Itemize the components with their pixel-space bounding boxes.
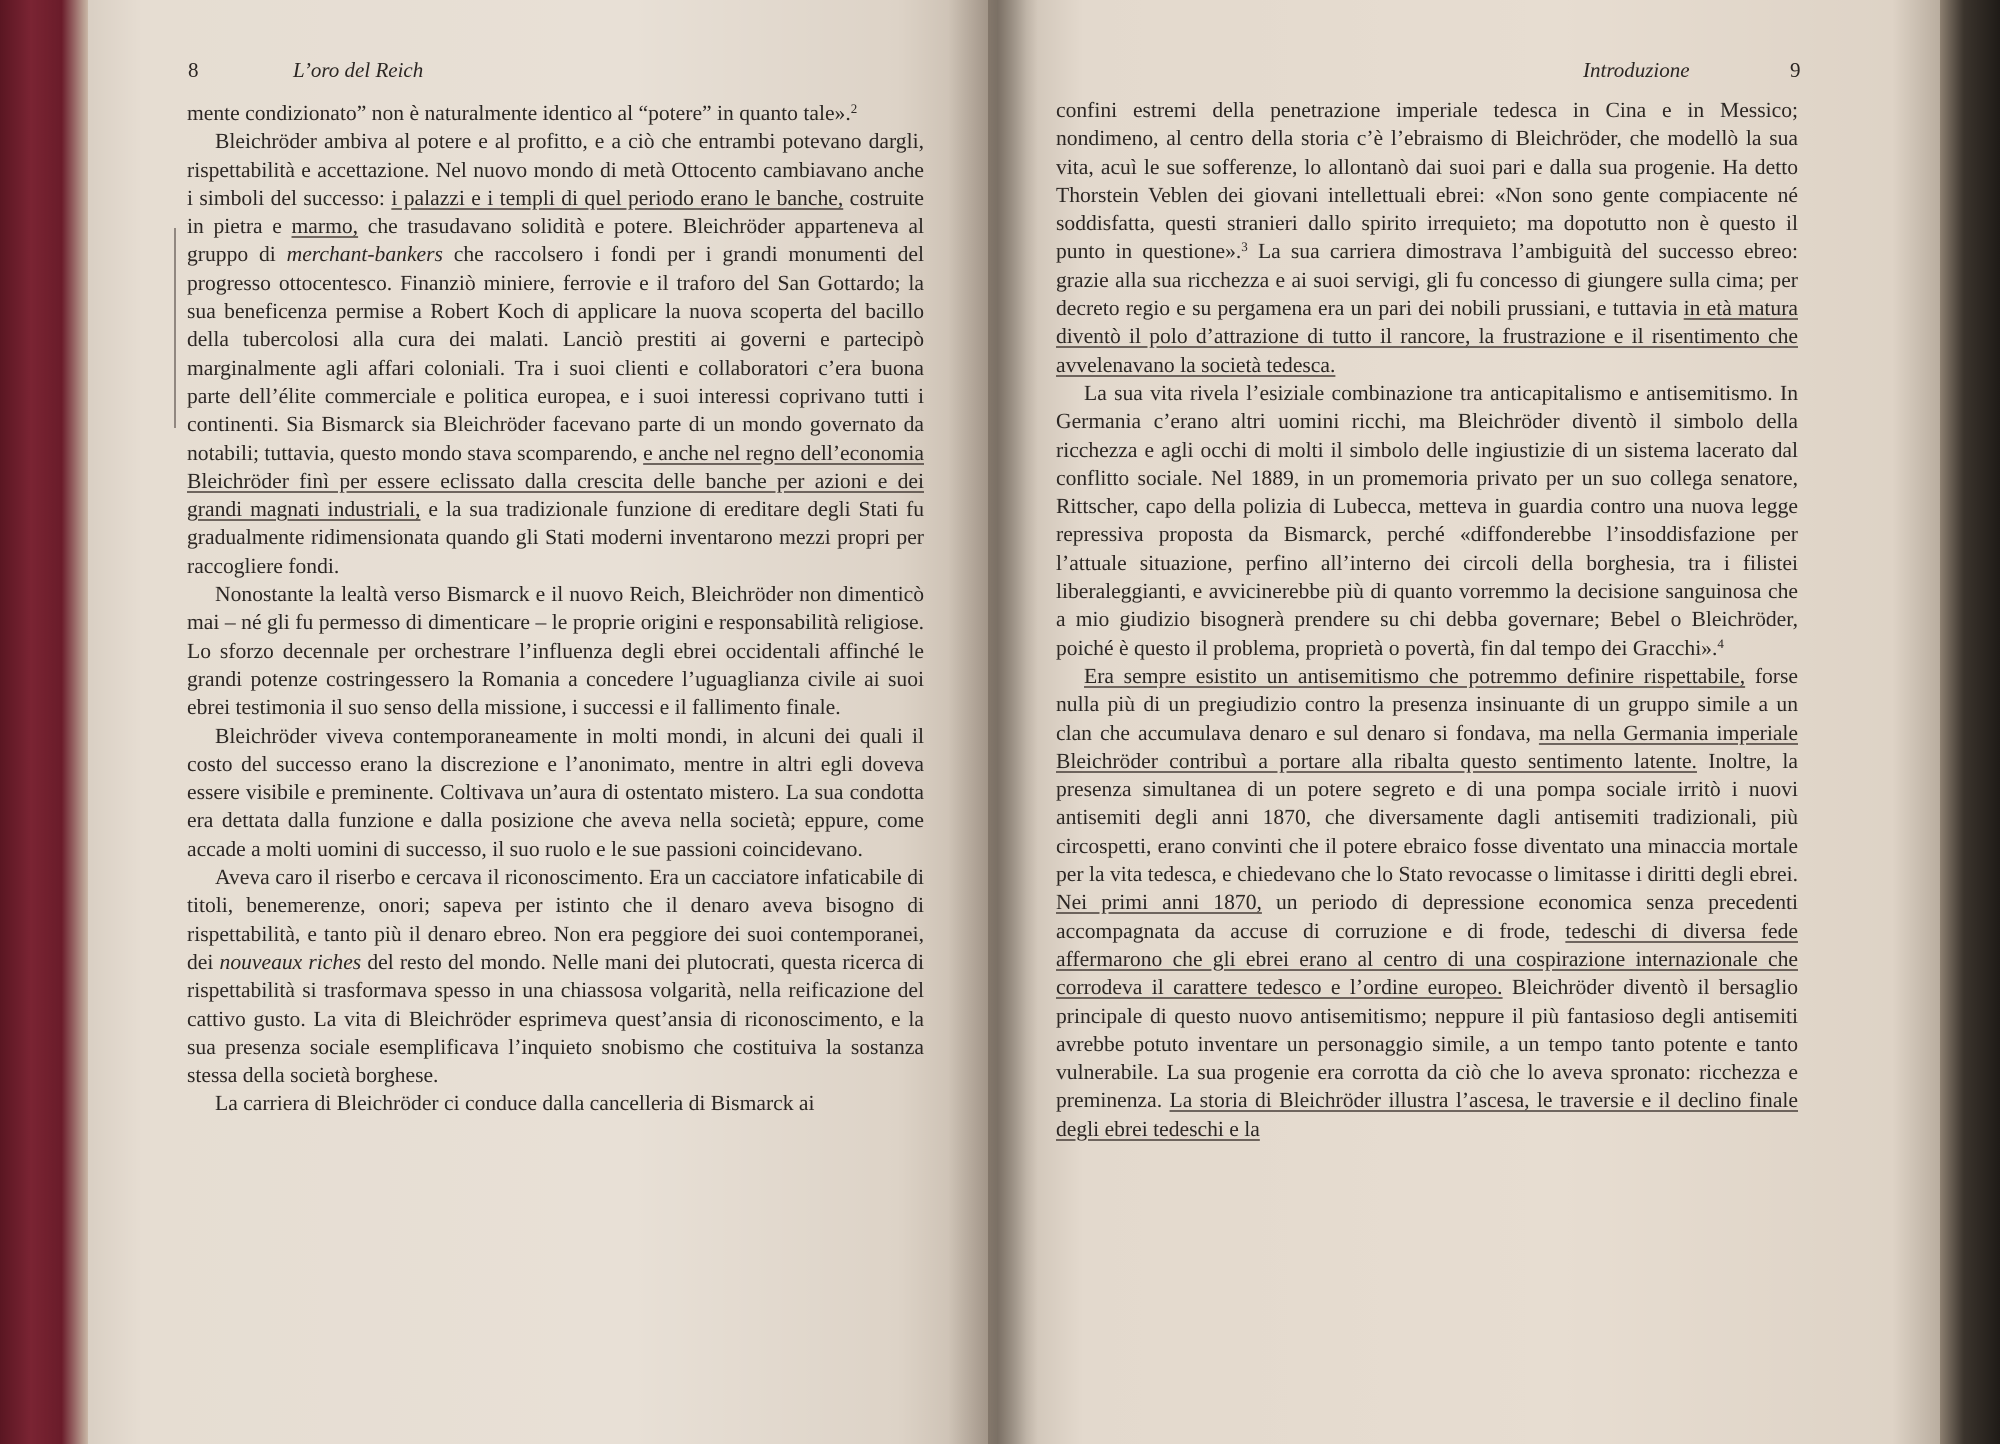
running-title: L’oro del Reich [293, 58, 424, 82]
text-run: Bleichröder ambiva al potere e al profitto, e a ciò che entrambi potevano dargli, rispettabilità e accettazione. Nel nuovo mondo di metà Ottocento cambiavano anche i simboli del successo: [187, 129, 924, 210]
page-number: 8 [188, 58, 199, 82]
text-run: e la sua tradizionale funzione di ereditare degli Stati fu gradualmente ridimensionata quando gli Stati moderni inventarono mezzi propri per raccogliere fondi. [187, 497, 924, 578]
left-page [88, 0, 988, 1444]
paragraph [187, 127, 924, 580]
left-page-body [187, 99, 924, 1118]
underlined-passage: i palazzi e i templi di quel periodo erano le banche, [391, 185, 844, 210]
underlined-passage: Nei primi anni 1870, [1056, 890, 1262, 915]
text-run: Bleichröder viveva contemporaneamente in molti mondi, in alcuni dei quali il costo del successo erano la discrezione e l’anonimato, mentre in altri egli doveva essere visibile e preminente. Coltivava un’aura di ostentato mistero. La sua condotta era dettata dalla funzione e dalla posizione che aveva nella società; eppure, come accade a molti uomini di successo, il suo ruolo e le sue passioni coincidevano. [187, 723, 924, 861]
text-run: La sua vita rivela l’esiziale combinazione tra anticapitalismo e antisemitismo. In Germania c’erano altri uomini ricchi, ma Bleichröder diventò il simbolo della ricchezza e agli occhi di molti il simbolo delle ingiustizie di un sistema lacerato dal conflitto sociale. Nel 1889, in un promemoria privato per un suo collega senatore, Rittscher, capo della polizia di Lubecca, metteva in guardia contro una nuova legge repressiva proposta da Bismarck, perché «diffonderebbe l’insoddisfazione per l’attuale situazione, perfino all’interno dei circoli della borghesia, tra i filistei liberaleggianti, e avvicinerebbe più di quanto vorremmo la decisione sanguinosa che a mio giudizio bisognerà prendere su chi debba governare; Bebel o Bleichröder, poiché è questo il problema, proprietà o povertà, fin dal tempo dei Gracchi». [1056, 380, 1798, 660]
paragraph [1056, 96, 1798, 379]
footnote-ref: 3 [1241, 239, 1248, 255]
underlined-passage: e anche nel regno dell’economia Bleichröder finì per essere eclissato dalla crescita delle banche per azioni e dei grandi magnati industriali, [187, 440, 924, 522]
text-run: Aveva caro il riserbo e cercava il riconoscimento. Era un cacciatore infaticabile di titoli, benemerenze, onori; sapeva per istinto che il denaro aveva bisogno di rispettabilità, e tanto più il denaro ebreo. Non era peggiore dei suoi contemporanei, dei [187, 865, 924, 974]
footnote-ref: 2 [850, 101, 858, 116]
underlined-passage: in età matura diventò il polo d’attrazione di tutto il rancore, la frustrazione e il risentimento che avvelenavano la società tedesca. [1056, 296, 1798, 377]
paragraph [1056, 379, 1798, 662]
running-title: Introduzione [1583, 58, 1690, 82]
italic-term: merchant-bankers [286, 242, 443, 267]
page-number: 9 [1790, 58, 1801, 82]
book-edge [1940, 0, 2000, 1444]
underlined-passage: Era sempre esistito un antisemitismo che potremmo definire rispettabile, [1084, 663, 1746, 688]
text-run: forse nulla più di un pregiudizio contro la presenza insinuante di un gruppo simile a un clan che accumulava denaro e sul denaro si fondava, [1056, 663, 1798, 745]
text-run: Bleichröder diventò il bersaglio principale di questo nuovo antisemitismo; neppure il più fantasioso degli antisemiti avrebbe potuto inventare un personaggio simile, a un tempo tanto potente e tanto vulnerabile. La sua progenie era corrotta da ciò che lo aveva spronato: ricchezza e preminenza. [1056, 975, 1798, 1113]
text-run: La sua carriera dimostrava l’ambiguità del successo ebreo: grazie alla sua ricchezza e ai suoi servigi, gli fu concesso di giungere sulla cima; per decreto regio e su pergamena era un pari dei nobili prussiani, e tuttavia [1056, 239, 1798, 321]
underlined-passage: marmo, [291, 214, 359, 239]
text-run: del resto del mondo. Nelle mani dei plutocrati, questa ricerca di rispettabilità si trasformava spesso in una chiassosa volgarità, nella reificazione del cattivo gusto. La vita di Bleichröder esprimeva quest’ansia di riconoscimento, e la sua presenza sociale esemplificava l’inquieto snobismo che costituiva la sostanza stessa della società borghese. [187, 949, 924, 1088]
text-run: costruite in pietra e [187, 185, 924, 239]
paragraph [1056, 662, 1798, 1143]
text-run: che raccolsero i fondi per i grandi monumenti del progresso ottocentesco. Finanziò miniere, ferrovie e il traforo del San Gottardo; la sua beneficenza permise a Robert Koch di applicare la nuova scoperta del bacillo della tubercolosi alla cura dei malati. Lanciò prestiti ai governi e partecipò marginalmente agli affari coloniali. Tra i suoi clienti e collaboratori c’era buona parte dell’élite commerciale e politica europea, e i suoi interessi coprivano tutti i continenti. Sia Bismarck sia Bleichröder facevano parte di un mondo governato da notabili; tuttavia, questo mondo stava scomparendo, [187, 242, 924, 465]
paragraph [187, 722, 924, 863]
paragraph [187, 863, 924, 1089]
paragraph [187, 1089, 924, 1117]
text-run: che trasudavano solidità e potere. Bleichröder apparteneva al gruppo di [187, 214, 924, 267]
text-run: Inoltre, la presenza simultanea di un potere segreto e di una pompa sociale irritò i nuovi antisemiti degli anni 1870, che diversamente dagli antisemiti tradizionali, più circospetti, erano convinti che il potere ebraico fosse diventato una minaccia mortale per la vita tedesca, e chiedevano che lo Stato revocasse o limitasse i diritti degli ebrei. [1056, 748, 1798, 887]
text-run: Nonostante la lealtà verso Bismarck e il nuovo Reich, Bleichröder non dimenticò mai – né gli fu permesso di dimenticare – le proprie origini e responsabilità religiose. Lo sforzo decennale per orchestrare l’influenza degli ebrei occidentali affinché le grandi potenze costringessero la Romania a concedere l’uguaglianza civile ai suoi ebrei testimonia il suo senso della missione, i successi e il fallimento finale. [187, 582, 924, 720]
margin-pencil-mark [174, 228, 176, 428]
footnote-ref: 4 [1717, 635, 1724, 651]
text-run: un periodo di depressione economica senza precedenti accompagnata da accuse di corruzione e di frode, [1056, 890, 1798, 943]
text-run: La carriera di Bleichröder ci conduce dalla cancelleria di Bismarck ai [215, 1091, 815, 1116]
text-run: mente condizionato” non è naturalmente identico al “potere” in quanto tale». [187, 101, 851, 125]
book-binding [0, 0, 88, 1444]
paragraph [187, 99, 924, 127]
underlined-passage: La storia di Bleichröder illustra l’ascesa, le traversie e il declino finale degli ebrei tedeschi e la [1056, 1088, 1799, 1141]
text-run: confini estremi della penetrazione imperiale tedesca in Cina e in Messico; nondimeno, al centro della storia c’è l’ebraismo di Bleichröder, che modellò la sua vita, acuì le sue sofferenze, lo allontanò dai suoi pari e dalla sua progenie. Ha detto Thorstein Veblen dei giovani intellettuali ebrei: «Non sono gente compiacente né soddisfatta, questi stranieri dallo spirito irrequieto; ma dopotutto non è questo il punto in questione». [1056, 98, 1798, 264]
italic-term: nouveaux riches [219, 949, 362, 974]
underlined-passage: tedeschi di diversa fede affermarono che gli ebrei erano al centro di una cospirazione internazionale che corrodeva il carattere tedesco e l’ordine europeo. [1056, 918, 1798, 1000]
right-page-body [1056, 96, 1798, 1143]
underlined-passage: ma nella Germania imperiale Bleichröder contribuì a portare alla ribalta questo sentimento latente. [1056, 720, 1798, 773]
paragraph [187, 580, 924, 721]
right-page [988, 0, 1940, 1444]
